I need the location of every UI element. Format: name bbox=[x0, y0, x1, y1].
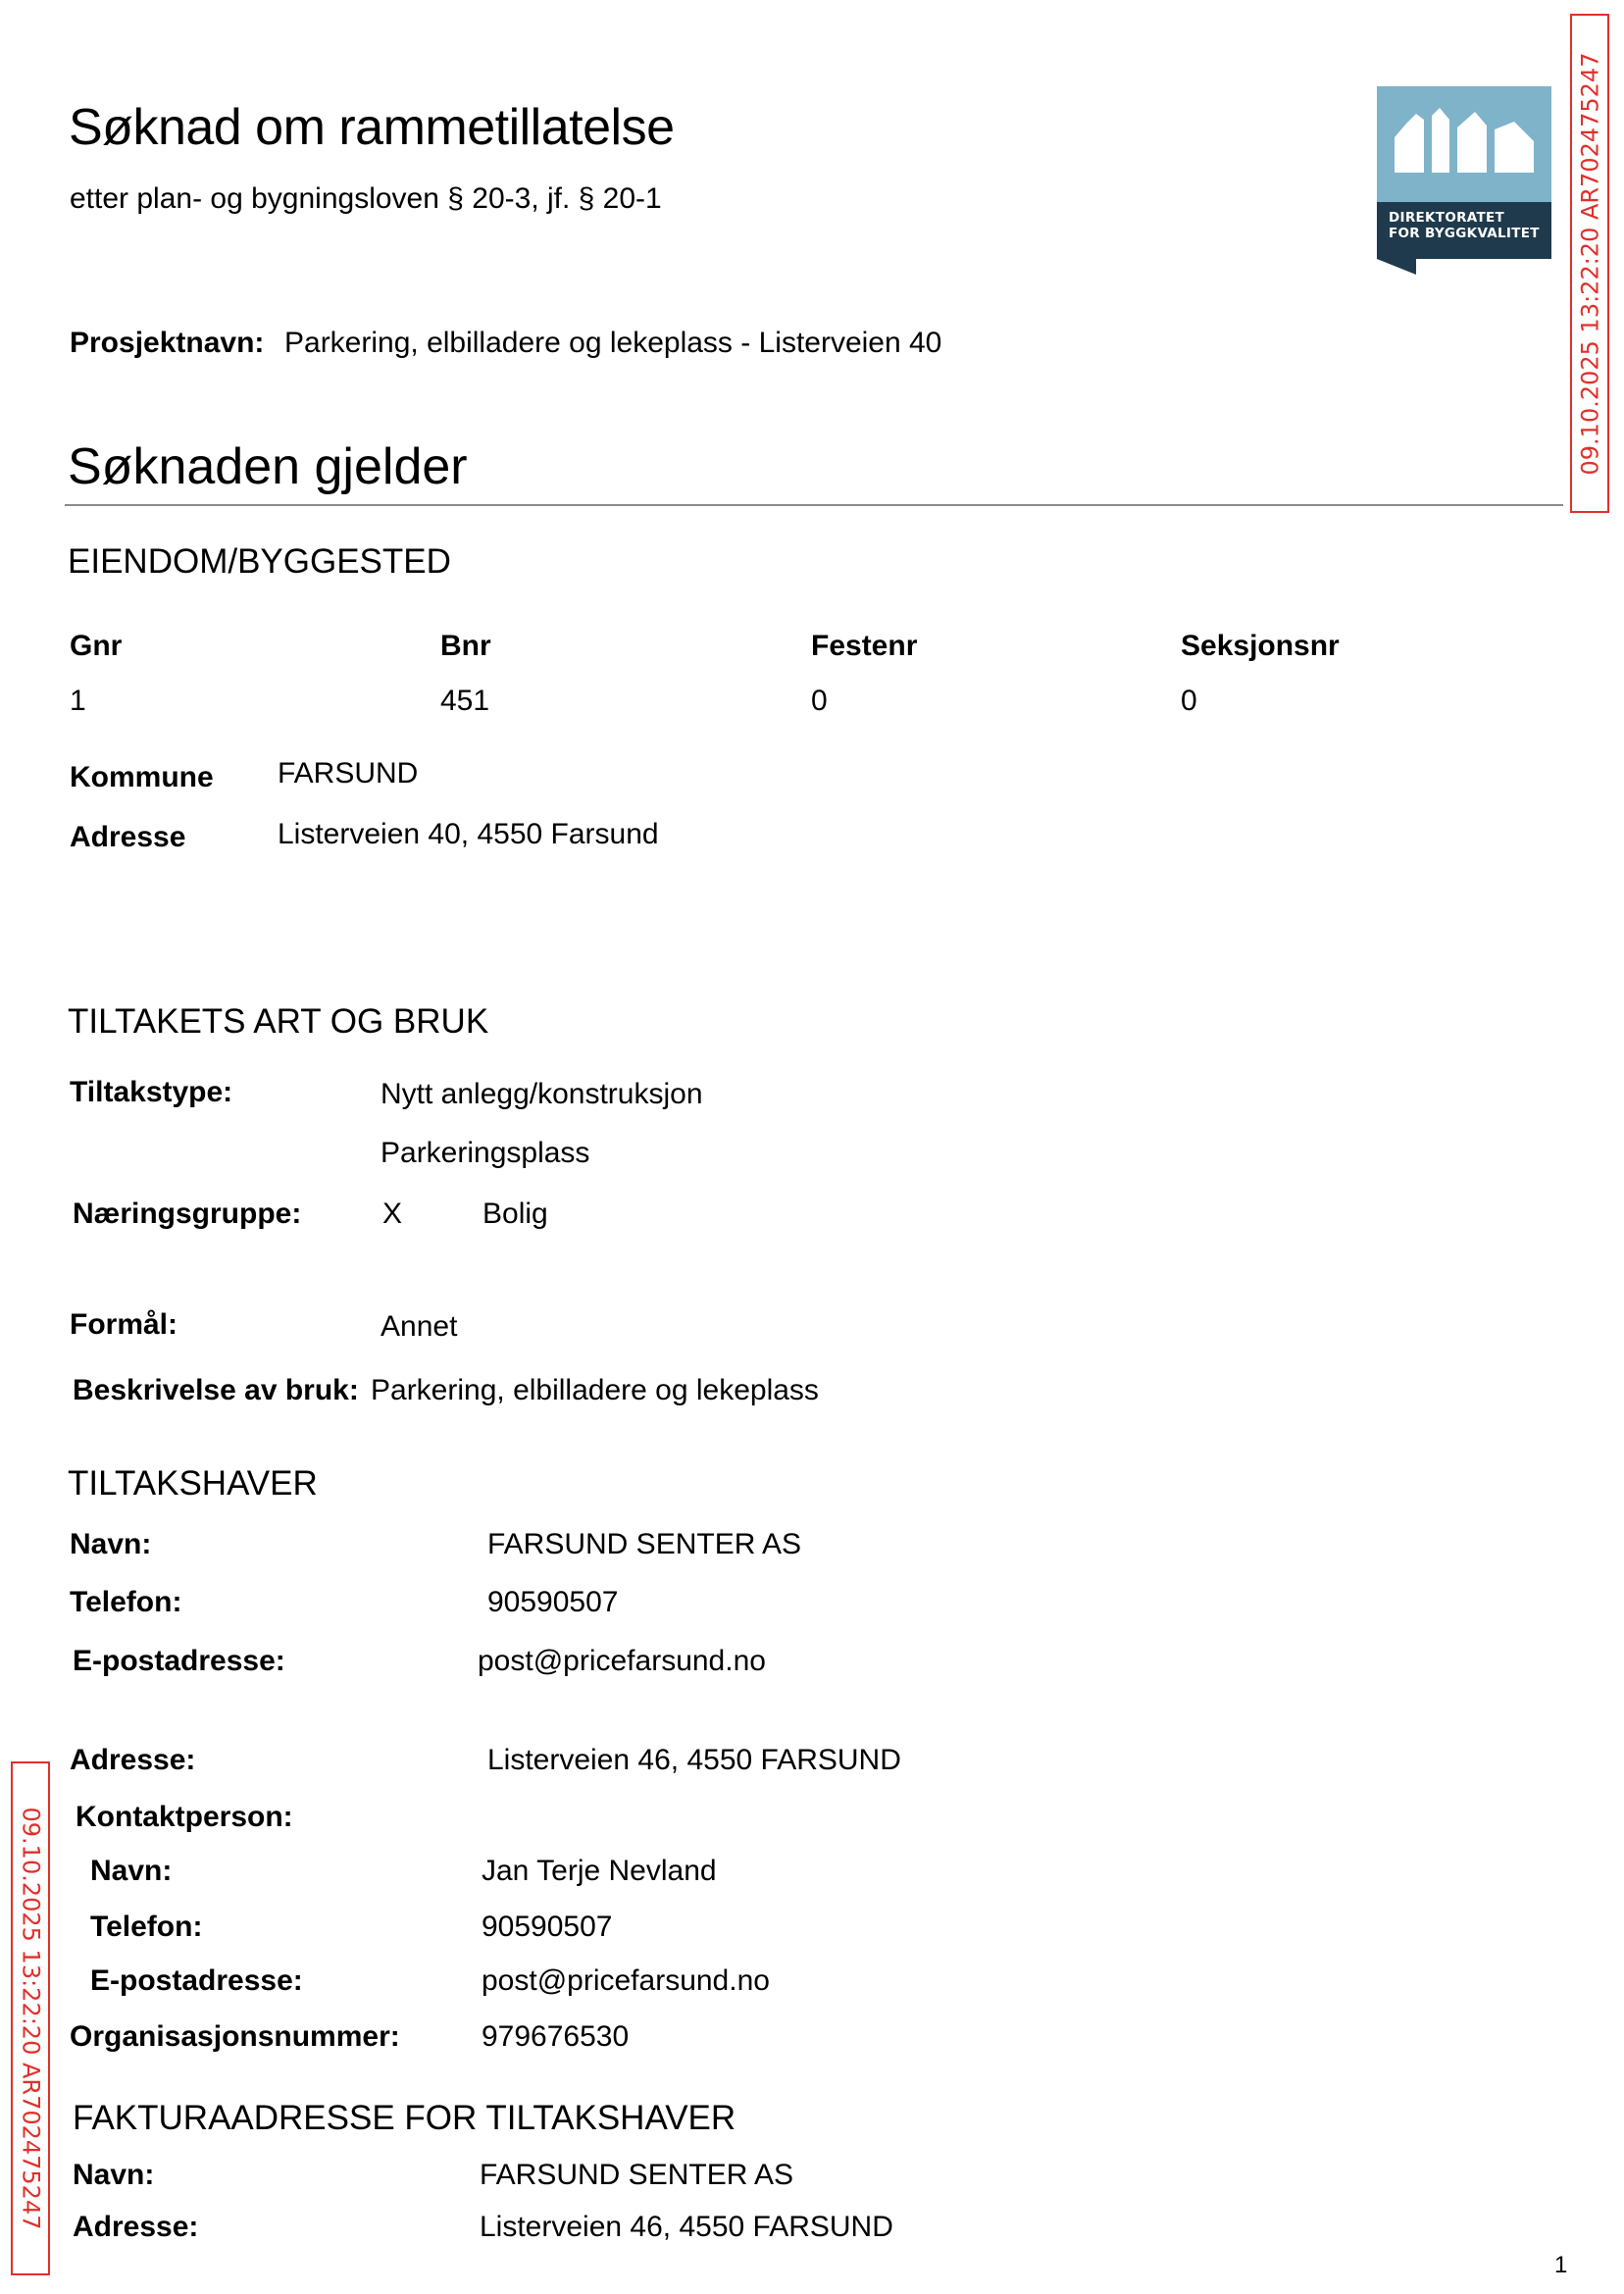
project-name-value: Parkering, elbilladere og lekeplass - Listerveien 40 bbox=[284, 327, 942, 359]
tiltakshaver-telefon-value: 90590507 bbox=[487, 1586, 619, 1618]
logo-text-line1: DIREKTORATET bbox=[1389, 210, 1505, 226]
tiltakshaver-epost-value: post@pricefarsund.no bbox=[478, 1645, 766, 1677]
section-heading: Søknaden gjelder bbox=[68, 438, 468, 495]
timestamp-stamp-right bbox=[1570, 14, 1609, 513]
bnr-label: Bnr bbox=[440, 630, 491, 662]
gnr-value: 1 bbox=[70, 685, 86, 717]
beskrivelse-value: Parkering, elbilladere og lekeplass bbox=[371, 1374, 819, 1406]
eiendom-heading: EIENDOM/BYGGESTED bbox=[68, 542, 451, 581]
bnr-value: 451 bbox=[440, 685, 490, 717]
festenr-value: 0 bbox=[811, 685, 828, 717]
dibk-logo-graphic bbox=[1377, 86, 1551, 275]
kontakt-navn-label: Navn: bbox=[90, 1855, 173, 1887]
tiltakshaver-epost-label: E-postadresse: bbox=[73, 1645, 285, 1677]
kontakt-epost-value: post@pricefarsund.no bbox=[482, 1964, 770, 1997]
tiltakshaver-navn-label: Navn: bbox=[70, 1528, 152, 1560]
tiltakshaver-adresse-label: Adresse: bbox=[70, 1744, 196, 1776]
kontakt-telefon-label: Telefon: bbox=[90, 1911, 203, 1943]
tiltak-heading: TILTAKETS ART OG BRUK bbox=[68, 1002, 489, 1041]
gnr-label: Gnr bbox=[70, 630, 123, 662]
timestamp-stamp-left bbox=[11, 1761, 50, 2275]
project-name-label: Prosjektnavn: bbox=[70, 327, 265, 359]
tiltakstype-value-2: Parkeringsplass bbox=[381, 1137, 590, 1169]
faktura-heading: FAKTURAADRESSE FOR TILTAKSHAVER bbox=[73, 2099, 736, 2137]
tiltakshaver-adresse-value: Listerveien 46, 4550 FARSUND bbox=[487, 1744, 901, 1776]
orgnr-value: 979676530 bbox=[482, 2020, 630, 2053]
tiltakshaver-telefon-label: Telefon: bbox=[70, 1586, 182, 1618]
kontaktperson-label: Kontaktperson: bbox=[76, 1801, 293, 1833]
kontakt-epost-label: E-postadresse: bbox=[90, 1964, 303, 1997]
festenr-label: Festenr bbox=[811, 630, 918, 662]
naeringsgruppe-value: Bolig bbox=[482, 1198, 548, 1230]
kontakt-telefon-value: 90590507 bbox=[482, 1911, 613, 1943]
stamp-text: 09.10.2025 13:22:20 AR702475247 bbox=[1576, 52, 1604, 475]
kommune-value: FARSUND bbox=[278, 757, 419, 790]
seksjonsnr-label: Seksjonsnr bbox=[1181, 630, 1340, 662]
tiltakstype-value-1: Nytt anlegg/konstruksjon bbox=[381, 1078, 703, 1110]
tiltakshaver-heading: TILTAKSHAVER bbox=[68, 1464, 318, 1503]
document-subtitle: etter plan- og bygningsloven § 20-3, jf. § 20-1 bbox=[70, 182, 662, 215]
page-number: 1 bbox=[1554, 2252, 1568, 2278]
formal-label: Formål: bbox=[70, 1308, 178, 1341]
kommune-label: Kommune bbox=[70, 761, 214, 793]
tiltakshaver-navn-value: FARSUND SENTER AS bbox=[487, 1528, 802, 1560]
document-title: Søknad om rammetillatelse bbox=[69, 99, 675, 156]
stamp-text: 09.10.2025 13:22:20 AR702475247 bbox=[17, 1807, 45, 2230]
faktura-navn-value: FARSUND SENTER AS bbox=[480, 2159, 794, 2191]
naeringsgruppe-mark: X bbox=[382, 1198, 403, 1230]
tiltakstype-label: Tiltakstype: bbox=[70, 1076, 233, 1108]
formal-value: Annet bbox=[381, 1310, 458, 1343]
faktura-navn-label: Navn: bbox=[73, 2159, 155, 2191]
faktura-adresse-label: Adresse: bbox=[73, 2211, 199, 2243]
seksjonsnr-value: 0 bbox=[1181, 685, 1197, 717]
orgnr-label: Organisasjonsnummer: bbox=[70, 2020, 400, 2053]
beskrivelse-label: Beskrivelse av bruk: bbox=[73, 1374, 359, 1406]
section-divider bbox=[65, 504, 1563, 506]
faktura-adresse-value: Listerveien 46, 4550 FARSUND bbox=[480, 2211, 893, 2243]
adresse-value: Listerveien 40, 4550 Farsund bbox=[278, 818, 659, 850]
adresse-label: Adresse bbox=[70, 821, 186, 853]
kontakt-navn-value: Jan Terje Nevland bbox=[482, 1855, 717, 1887]
logo-text-line2: FOR BYGGKVALITET bbox=[1389, 226, 1540, 241]
dibk-logo bbox=[1377, 86, 1551, 275]
naeringsgruppe-label: Næringsgruppe: bbox=[73, 1198, 302, 1230]
